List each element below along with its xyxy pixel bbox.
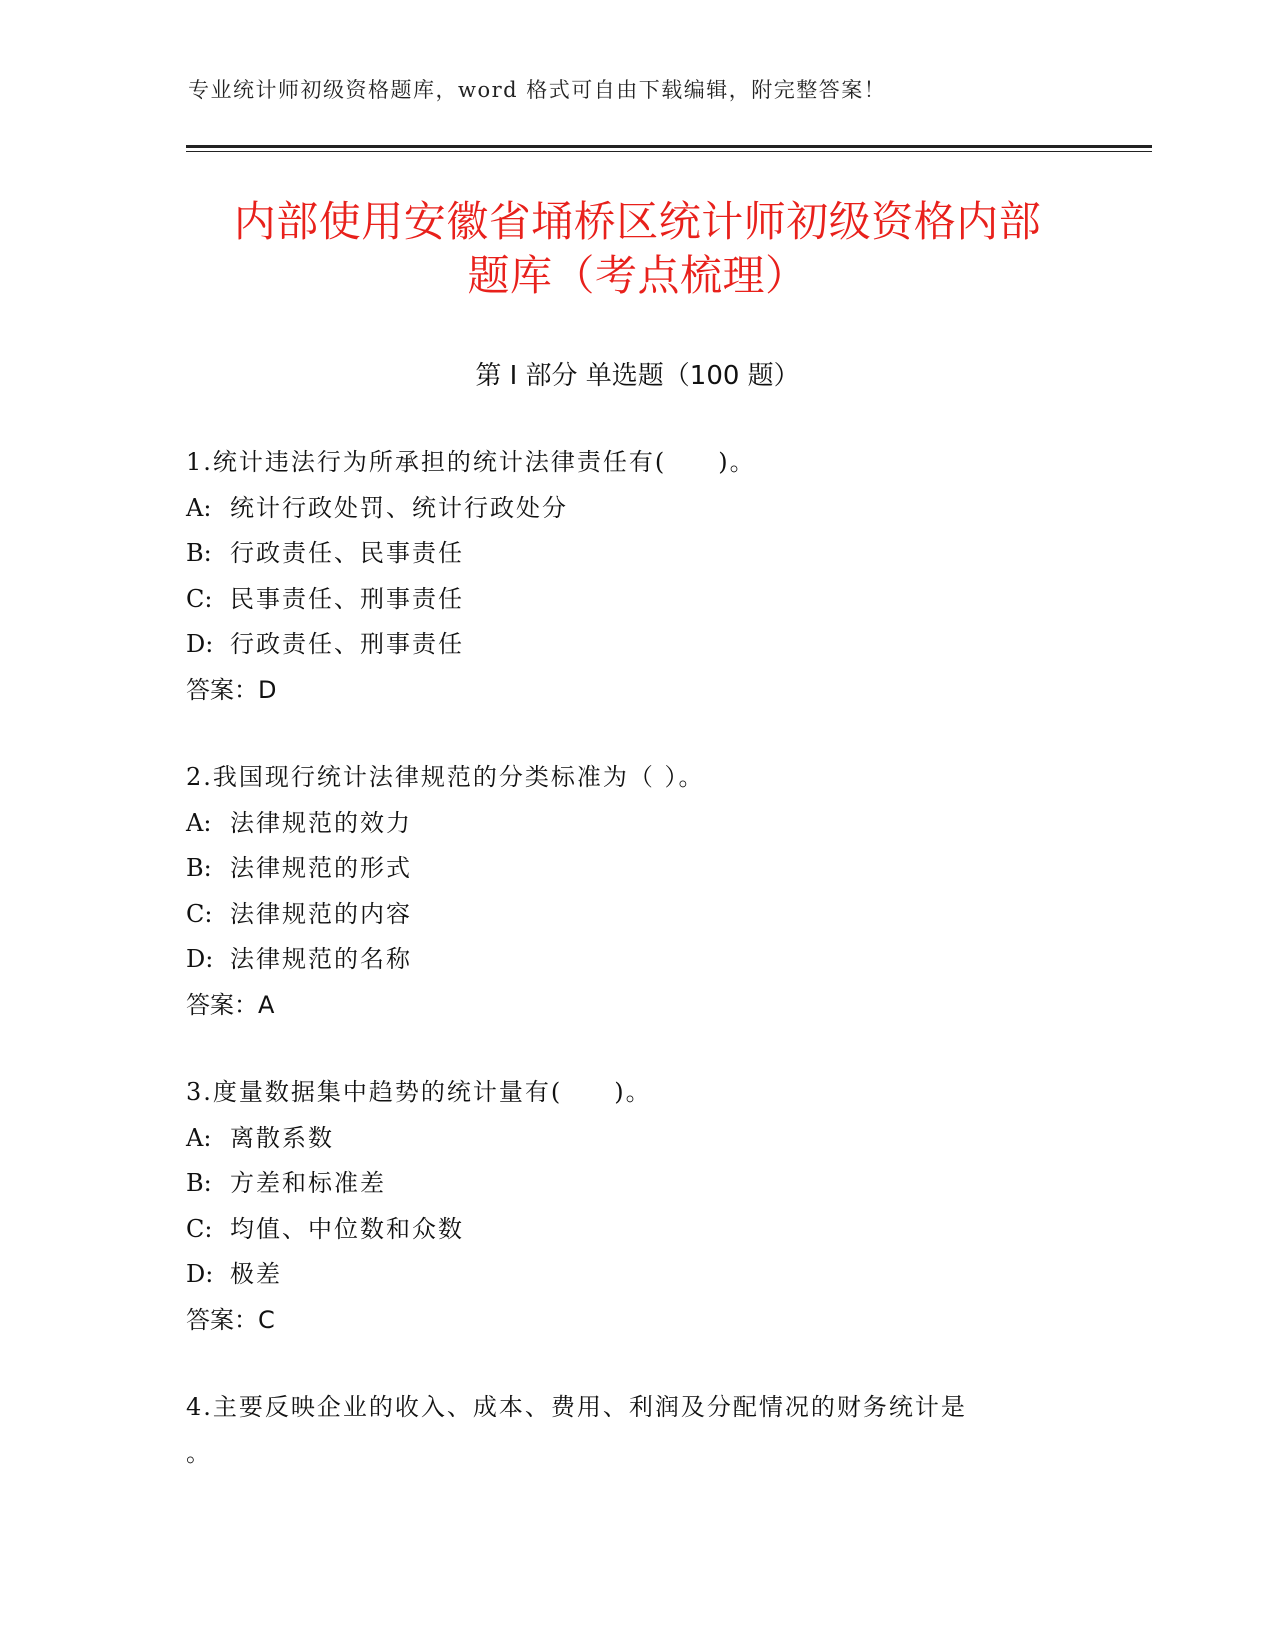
- section-title: 第 I 部分 单选题（100 题）: [475, 361, 800, 391]
- option-text: 法律规范的内容: [230, 899, 412, 928]
- option-text: 民事责任、刑事责任: [230, 584, 464, 613]
- header-rule-thick: [186, 145, 1152, 148]
- question-stem: 4.主要反映企业的收入、成本、费用、利润及分配情况的财务统计是: [186, 1393, 967, 1421]
- option-letter: D:: [186, 1260, 214, 1288]
- header-note: 专业统计师初级资格题库，word 格式可自由下载编辑，附完整答案！: [188, 78, 887, 102]
- option-c: [186, 577, 1116, 623]
- option-text: 均值、中位数和众数: [230, 1214, 464, 1243]
- answer: 答案：C: [186, 1305, 275, 1334]
- option-letter: B:: [186, 1169, 212, 1197]
- title-line-2: 题库（考点梳理）: [467, 251, 808, 300]
- title-line-1: 内部使用安徽省埇桥区统计师初级资格内部: [233, 197, 1042, 246]
- option-letter: D:: [186, 630, 214, 658]
- header-rule-thin: [186, 151, 1152, 152]
- option-letter: C:: [186, 1214, 213, 1243]
- option-letter: C:: [186, 584, 213, 613]
- option-text: 法律规范的效力: [230, 808, 412, 837]
- option-d: [186, 622, 1116, 668]
- question-list: [186, 440, 1116, 1518]
- option-b: [186, 531, 1116, 577]
- question-4: [186, 1385, 1116, 1476]
- option-d: [186, 1252, 1116, 1298]
- option-a: [186, 1116, 1116, 1162]
- document-title: [150, 195, 1125, 303]
- option-c: [186, 1207, 1116, 1253]
- option-text: 法律规范的形式: [230, 854, 412, 882]
- option-a: [186, 801, 1116, 847]
- option-a: [186, 486, 1116, 532]
- option-text: 行政责任、刑事责任: [230, 630, 464, 658]
- question-stem-continuation: 。: [186, 1438, 210, 1467]
- option-text: 极差: [230, 1260, 282, 1288]
- option-text: 离散系数: [230, 1123, 334, 1152]
- option-letter: B:: [186, 539, 212, 567]
- question-stem: 1.统计违法行为所承担的统计法律责任有( )。: [186, 448, 756, 476]
- option-text: 统计行政处罚、统计行政处分: [230, 493, 568, 522]
- option-letter: B:: [186, 854, 212, 882]
- option-c: [186, 892, 1116, 938]
- option-letter: C:: [186, 899, 213, 928]
- option-d: [186, 937, 1116, 983]
- option-letter: A:: [186, 493, 212, 522]
- option-b: [186, 1161, 1116, 1207]
- option-letter: A:: [186, 1123, 212, 1152]
- option-text: 方差和标准差: [230, 1169, 386, 1197]
- option-letter: A:: [186, 808, 212, 837]
- option-text: 法律规范的名称: [230, 945, 412, 973]
- answer: 答案：A: [186, 990, 275, 1019]
- question-3: [186, 1070, 1116, 1343]
- question-stem: 2.我国现行统计法律规范的分类标准为（ ）。: [186, 763, 705, 791]
- option-text: 行政责任、民事责任: [230, 539, 464, 567]
- question-2: [186, 755, 1116, 1028]
- question-stem: 3.度量数据集中趋势的统计量有( )。: [186, 1078, 652, 1106]
- option-b: [186, 846, 1116, 892]
- option-letter: D:: [186, 945, 214, 973]
- question-1: [186, 440, 1116, 713]
- answer: 答案：D: [186, 675, 277, 704]
